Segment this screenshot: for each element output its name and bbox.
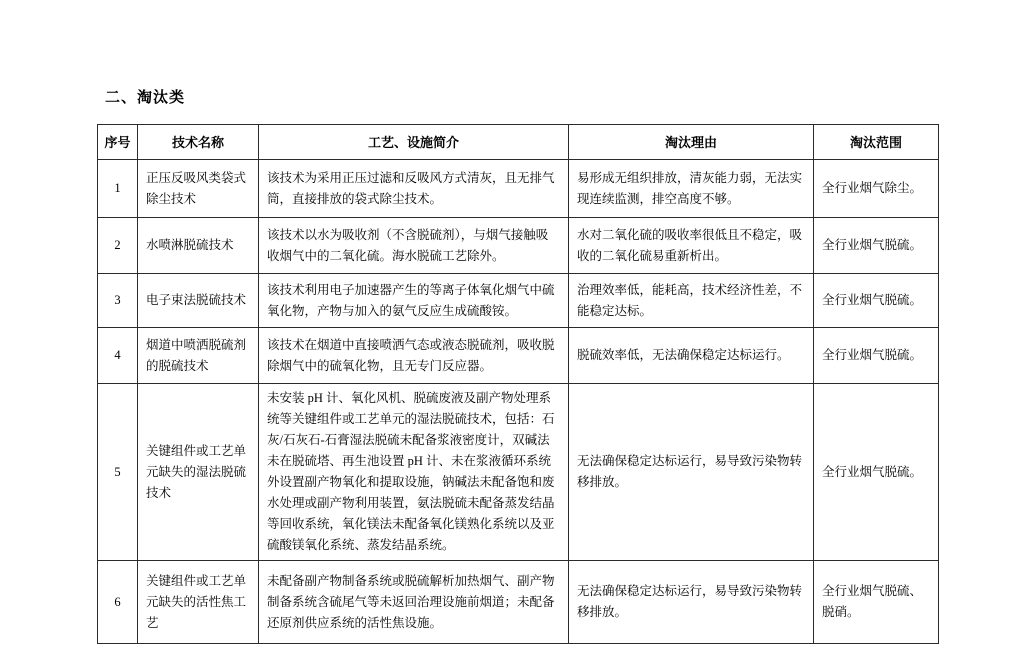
table-row bbox=[98, 561, 939, 644]
serial-cell: 2 bbox=[98, 218, 138, 274]
table-header bbox=[98, 125, 939, 160]
header-process: 工艺、设施简介 bbox=[259, 125, 569, 160]
process-cell: 该技术以水为吸收剂（不含脱硫剂），与烟气接触吸收烟气中的二氧化硫。海水脱硫工艺除外。 bbox=[259, 218, 569, 274]
tech-name-cell: 水喷淋脱硫技术 bbox=[138, 218, 259, 274]
table-row bbox=[98, 328, 939, 384]
scope-cell: 全行业烟气除尘。 bbox=[814, 160, 939, 218]
scope-cell: 全行业烟气脱硫。 bbox=[814, 274, 939, 328]
header-row bbox=[98, 125, 939, 160]
process-cell: 该技术为采用正压过滤和反吸风方式清灰，且无排气筒，直接排放的袋式除尘技术。 bbox=[259, 160, 569, 218]
process-cell: 未配备副产物制备系统或脱硫解析加热烟气、副产物制备系统含硫尾气等未返回治理设施前烟道；未配备还原剂供应系统的活性焦设施。 bbox=[259, 561, 569, 644]
scope-cell: 全行业烟气脱硫、脱硝。 bbox=[814, 561, 939, 644]
tech-name-cell: 烟道中喷洒脱硫剂的脱硫技术 bbox=[138, 328, 259, 384]
serial-cell: 1 bbox=[98, 160, 138, 218]
header-scope: 淘汰范围 bbox=[814, 125, 939, 160]
tech-name-cell: 关键组件或工艺单元缺失的湿法脱硫技术 bbox=[138, 384, 259, 561]
serial-cell: 3 bbox=[98, 274, 138, 328]
header-reason: 淘汰理由 bbox=[569, 125, 814, 160]
table-row bbox=[98, 160, 939, 218]
table-row bbox=[98, 218, 939, 274]
header-tech-name: 技术名称 bbox=[138, 125, 259, 160]
reason-cell: 无法确保稳定达标运行，易导致污染物转移排放。 bbox=[569, 384, 814, 561]
scope-cell: 全行业烟气脱硫。 bbox=[814, 328, 939, 384]
process-cell: 未安装 pH 计、氧化风机、脱硫废液及副产物处理系统等关键组件或工艺单元的湿法脱硫技术，包括：石灰/石灰石-石膏湿法脱硫未配备浆液密度计，双碱法未在脱硫塔、再生池设置 pH 计、未在浆液循环系统外设置副产物氧化和提取设施，钠碱法未配备饱和废水处理或副产物利用装置，氨法脱硫未配备蒸发结晶等回收系统，氧化镁法未配备氧化镁熟化系统以及亚硫酸镁氧化系统、蒸发结晶系统。 bbox=[259, 384, 569, 561]
table-row bbox=[98, 384, 939, 561]
reason-cell: 水对二氧化硫的吸收率很低且不稳定，吸收的二氧化硫易重新析出。 bbox=[569, 218, 814, 274]
table-body bbox=[98, 160, 939, 644]
reason-cell: 治理效率低，能耗高，技术经济性差，不能稳定达标。 bbox=[569, 274, 814, 328]
reason-cell: 易形成无组织排放，清灰能力弱，无法实现连续监测，排空高度不够。 bbox=[569, 160, 814, 218]
tech-name-cell: 正压反吸风类袋式除尘技术 bbox=[138, 160, 259, 218]
reason-cell: 无法确保稳定达标运行，易导致污染物转移排放。 bbox=[569, 561, 814, 644]
serial-cell: 6 bbox=[98, 561, 138, 644]
reason-cell: 脱硫效率低，无法确保稳定达标运行。 bbox=[569, 328, 814, 384]
serial-cell: 4 bbox=[98, 328, 138, 384]
header-serial: 序号 bbox=[98, 125, 138, 160]
elimination-table bbox=[97, 124, 939, 644]
tech-name-cell: 关键组件或工艺单元缺失的活性焦工艺 bbox=[138, 561, 259, 644]
scope-cell: 全行业烟气脱硫。 bbox=[814, 384, 939, 561]
process-cell: 该技术在烟道中直接喷洒气态或液态脱硫剂，吸收脱除烟气中的硫氧化物，且无专门反应器。 bbox=[259, 328, 569, 384]
table-row bbox=[98, 274, 939, 328]
section-title: 二、淘汰类 bbox=[105, 90, 186, 106]
tech-name-cell: 电子束法脱硫技术 bbox=[138, 274, 259, 328]
serial-cell: 5 bbox=[98, 384, 138, 561]
process-cell: 该技术利用电子加速器产生的等离子体氧化烟气中硫氧化物，产物与加入的氨气反应生成硫酸铵。 bbox=[259, 274, 569, 328]
scope-cell: 全行业烟气脱硫。 bbox=[814, 218, 939, 274]
